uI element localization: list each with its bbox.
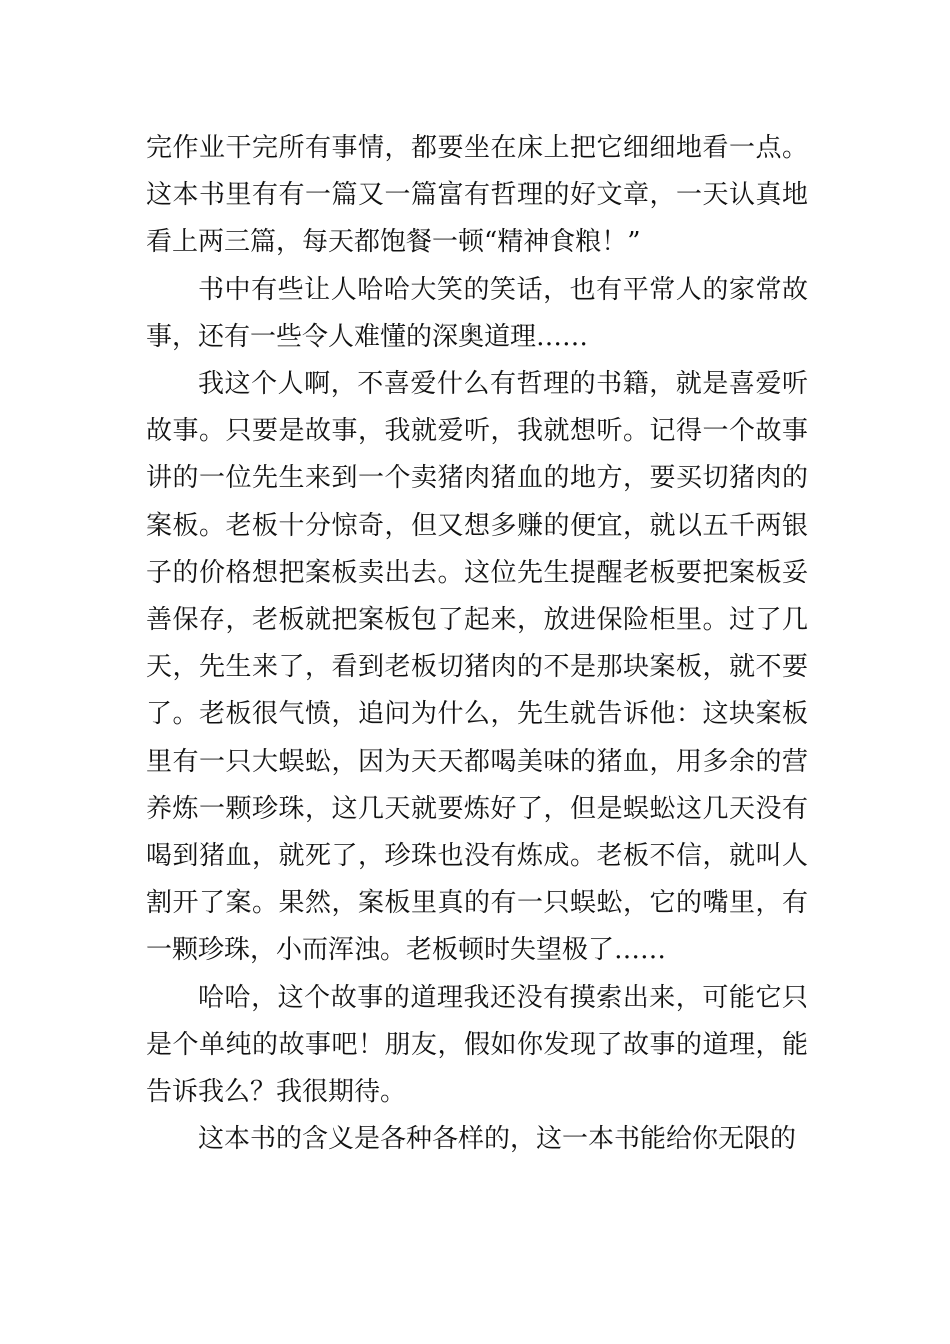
body-text	[146, 125, 808, 1163]
paragraph-story: 我这个人啊，不喜爱什么有哲理的书籍，就是喜爱听故事。只要是故事，我就爱听，我就想听。记得一个故事讲的一位先生来到一个卖猪肉猪血的地方，要买切猪肉的案板。老板十分惊奇，但又想多赚的便宜，就以五千两银子的价格想把案板卖出去。这位先生提醒老板要把案板妥善保存，老板就把案板包了起来，放进保险柜里。过了几天，先生来了，看到老板切猪肉的不是那块案板，就不要了。老板很气愤，追问为什么，先生就告诉他：这块案板里有一只大蜈蚣，因为天天都喝美味的猪血，用多余的营养炼一颗珍珠，这几天就要炼好了，但是蜈蚣这几天没有喝到猪血，就死了，珍珠也没有炼成。老板不信，就叫人割开了案。果然，案板里真的有一只蜈蚣，它的嘴里，有一颗珍珠，小而浑浊。老板顿时失望极了……	[146, 369, 808, 966]
paragraph-continuation: 完作业干完所有事情，都要坐在床上把它细细地看一点。这本书里有有一篇又一篇富有哲理的好文章，一天认真地看上两三篇，每天都饱餐一顿“精神食粮！”	[146, 133, 808, 258]
paragraph-reflection: 哈哈，这个故事的道理我还没有摸索出来，可能它只是个单纯的故事吧！朋友，假如你发现了故事的道理，能告诉我么？我很期待。	[146, 982, 808, 1108]
paragraph-conclusion-start: 这本书的含义是各种各样的，这一本书能给你无限的	[198, 1124, 797, 1155]
paragraph-book-content: 书中有些让人哈哈大笑的笑话，也有平常人的家常故事，还有一些令人难懂的深奥道理……	[146, 274, 808, 352]
